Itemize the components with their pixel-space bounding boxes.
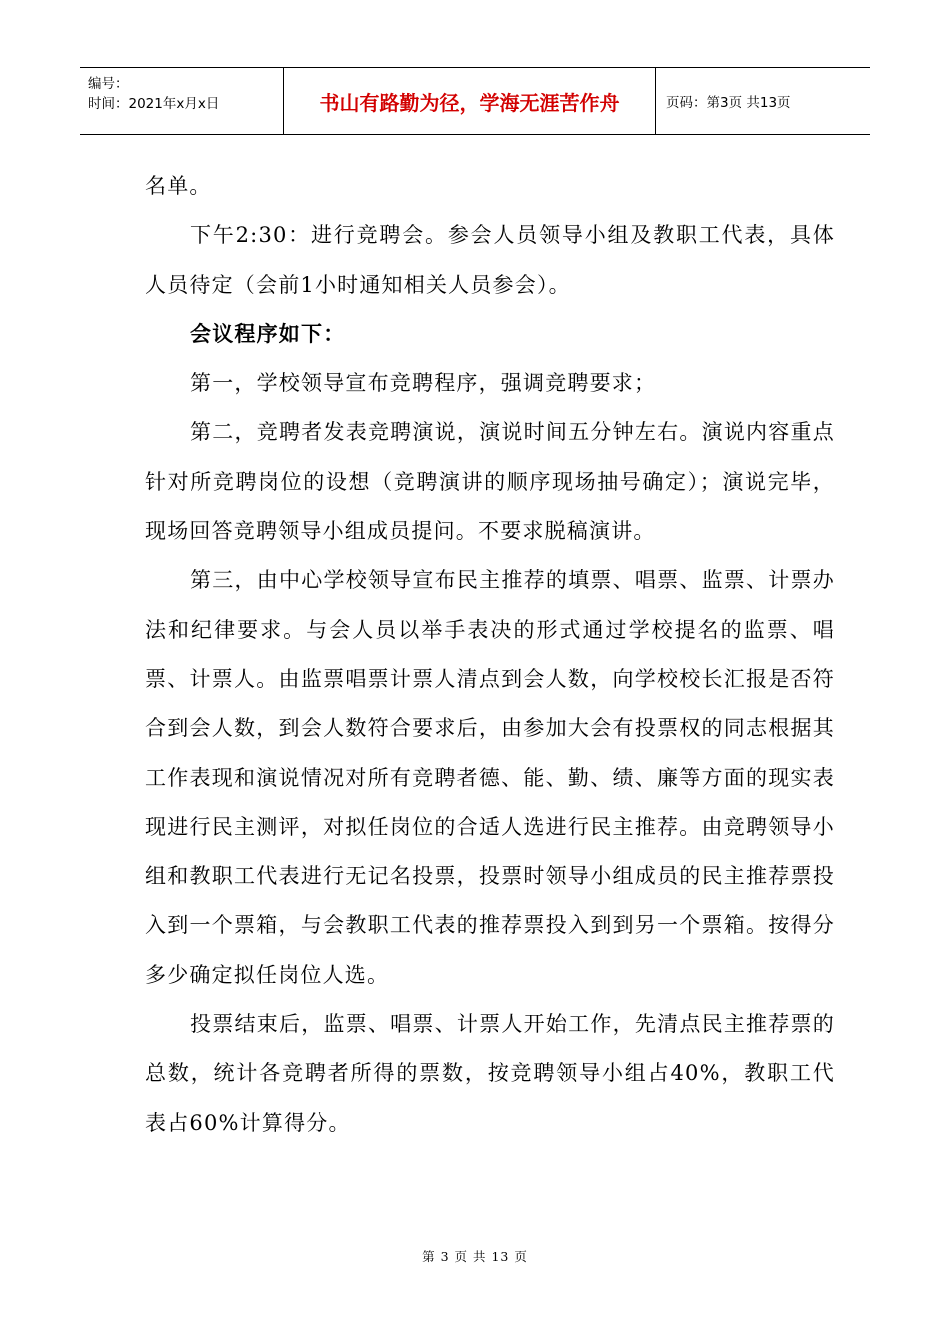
page-header: [80, 67, 870, 135]
document-number-label: 编号：: [88, 76, 129, 92]
section-heading: 会议程序如下：: [190, 321, 346, 346]
page-footer: 第 3 页 共 13 页: [422, 1249, 528, 1264]
paragraph: 第二，竞聘者发表竞聘演说，演说时间五分钟左右。演说内容重点针对所竞聘岗位的设想（竞聘演讲的顺序现场抽号确定）；演说完毕，现场回答竞聘领导小组成员提问。不要求脱稿演讲。: [145, 420, 835, 544]
paragraph: 名单。: [145, 174, 212, 198]
document-date-label: 时间：2021年x月x日: [88, 96, 220, 112]
header-motto: 书山有路勤为径，学海无涯苦作舟: [283, 68, 656, 134]
header-meta: [80, 68, 283, 134]
paragraph: 第一，学校领导宣布竞聘程序，强调竞聘要求；: [190, 371, 657, 396]
header-page-code: 页码：第3页 共13页: [666, 95, 791, 111]
paragraph: 第三，由中心学校领导宣布民主推荐的填票、唱票、监票、计票办法和纪律要求。与会人员以举手表决的形式通过学校提名的监票、唱票、计票人。由监票唱票计票人清点到会人数，向学校校长汇报是否符合到会人数，到会人数符合要求后，由参加大会有投票权的同志根据其工作表现和演说情况对所有竞聘者德、能、勤、绩、廉等方面的现实表现进行民主测评，对拟任岗位的合适人选进行民主推荐。由竞聘领导小组和教职工代表进行无记名投票，投票时领导小组成员的民主推荐票投入到一个票箱，与会教职工代表的推荐票投入到到另一个票箱。按得分多少确定拟任岗位人选。: [145, 568, 835, 987]
paragraph: 下午2:30：进行竞聘会。参会人员领导小组及教职工代表，具体人员待定（会前1小时通知相关人员参会）。: [145, 223, 835, 297]
document-body: [145, 162, 835, 1148]
paragraph: 投票结束后，监票、唱票、计票人开始工作，先清点民主推荐票的总数，统计各竞聘者所得的票数，按竞聘领导小组占40%，教职工代表占60%计算得分。: [145, 1012, 835, 1135]
